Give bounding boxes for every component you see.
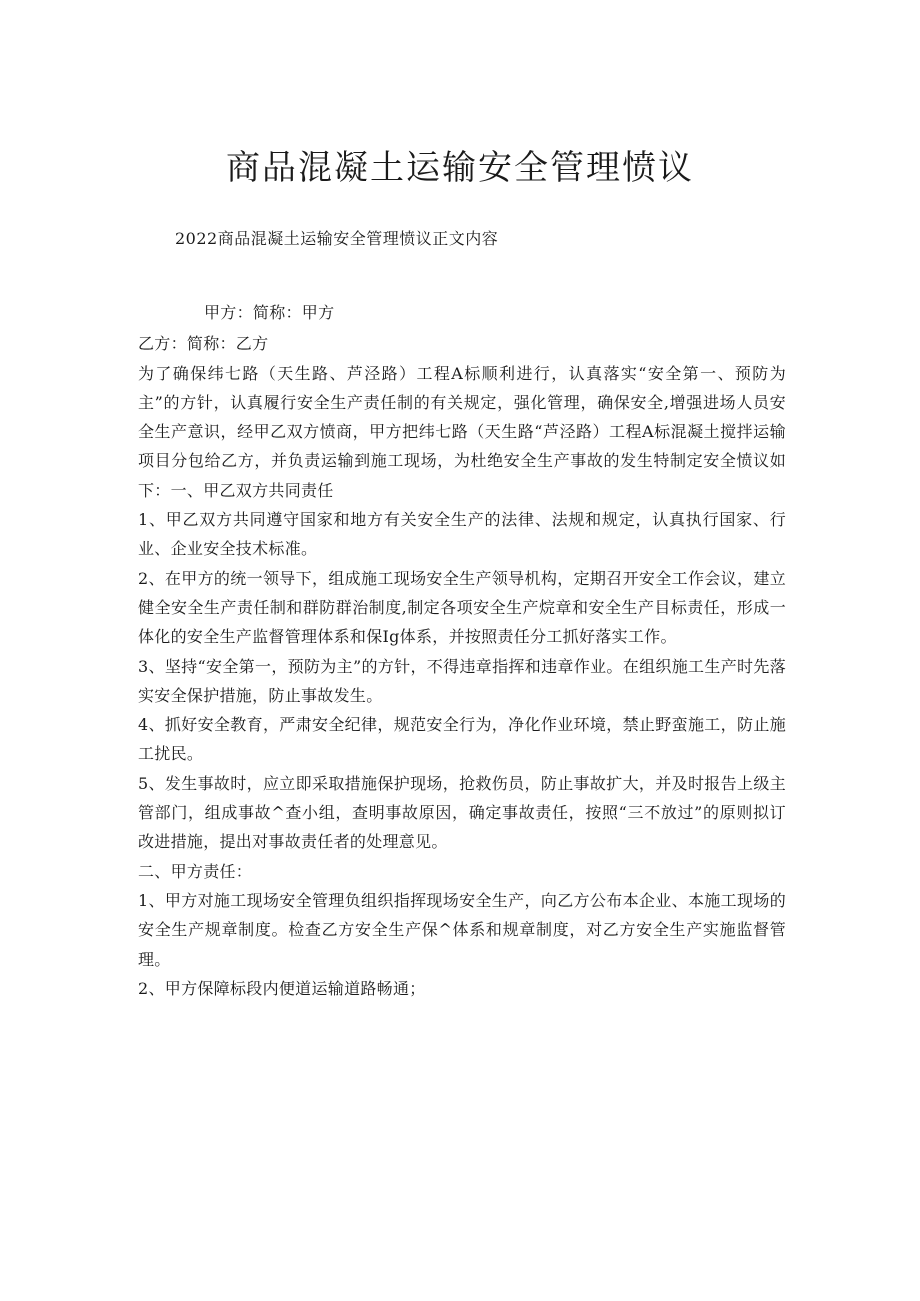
paragraph: 2、在甲方的统一领导下，组成施工现场安全生产领导机构，定期召开安全工作会议，建立健全安全生产责任制和群防群治制度,制定各项安全生产烷章和安全生产目标责任，形成一体化的安全生产监督管理体系和保Ig体系，并按照责任分工抓好落实工作。 <box>138 568 786 647</box>
document-title: 商品混凝土运输安全管理愤议 <box>226 148 694 188</box>
paragraph: 4、抓好安全教育，严肃安全纪律，规范安全行为，净化作业环境，禁止野蛮施工，防止施工扰民。 <box>138 715 786 764</box>
paragraph: 为了确保纬七路（天生路、芦泾路）工程A标顺利进行，认真落实“安全第一、预防为主”的方针，认真履行安全生产责任制的有关规定，强化管理，确保安全,增强进场人员安全生产意识，经甲乙双方愤商，甲方把纬七路（天生路“芦泾路）工程A标混凝土搅拌运输项目分包给乙方，并负责运输到施工现场，为杜绝安全生产事故的发生特制定安全愤议如下：一、甲乙双方共同责任 <box>138 363 786 500</box>
section-heading: 二、甲方责任： <box>138 861 253 881</box>
paragraph: 1、甲乙双方共同遵守国家和地方有关安全生产的法律、法规和规定，认真执行国家、行业、企业安全技术标准。 <box>138 510 786 559</box>
paragraph: 2、甲方保障标段内便道运输道路畅通； <box>138 978 426 998</box>
party-b-line: 乙方：简称：乙方 <box>138 334 269 354</box>
party-a-line: 甲方：简称：甲方 <box>204 303 335 322</box>
document-body <box>138 298 786 1003</box>
paragraph: 1、甲方对施工现场安全管理负组织指挥现场安全生产，向乙方公布本企业、本施工现场的安全生产规章制度。检查乙方安全生产保^体系和规章制度，对乙方安全生产实施监督管理。 <box>138 890 786 969</box>
paragraph: 5、发生事故时，应立即采取措施保护现场，抢救伤员，防止事故扩大，并及时报告上级主管部门，组成事故^查小组，查明事故原因，确定事故责任，按照“三不放过”的原则拟订改进措施，提出对事故责任者的处理意见。 <box>138 773 786 852</box>
paragraph: 3、坚持“安全第一，预防为主”的方针，不得违章指挥和违章作业。在组织施工生产时先落实安全保护措施，防止事故发生。 <box>138 656 786 705</box>
document-subtitle: 2022商品混凝土运输安全管理愤议正文内容 <box>175 229 499 248</box>
